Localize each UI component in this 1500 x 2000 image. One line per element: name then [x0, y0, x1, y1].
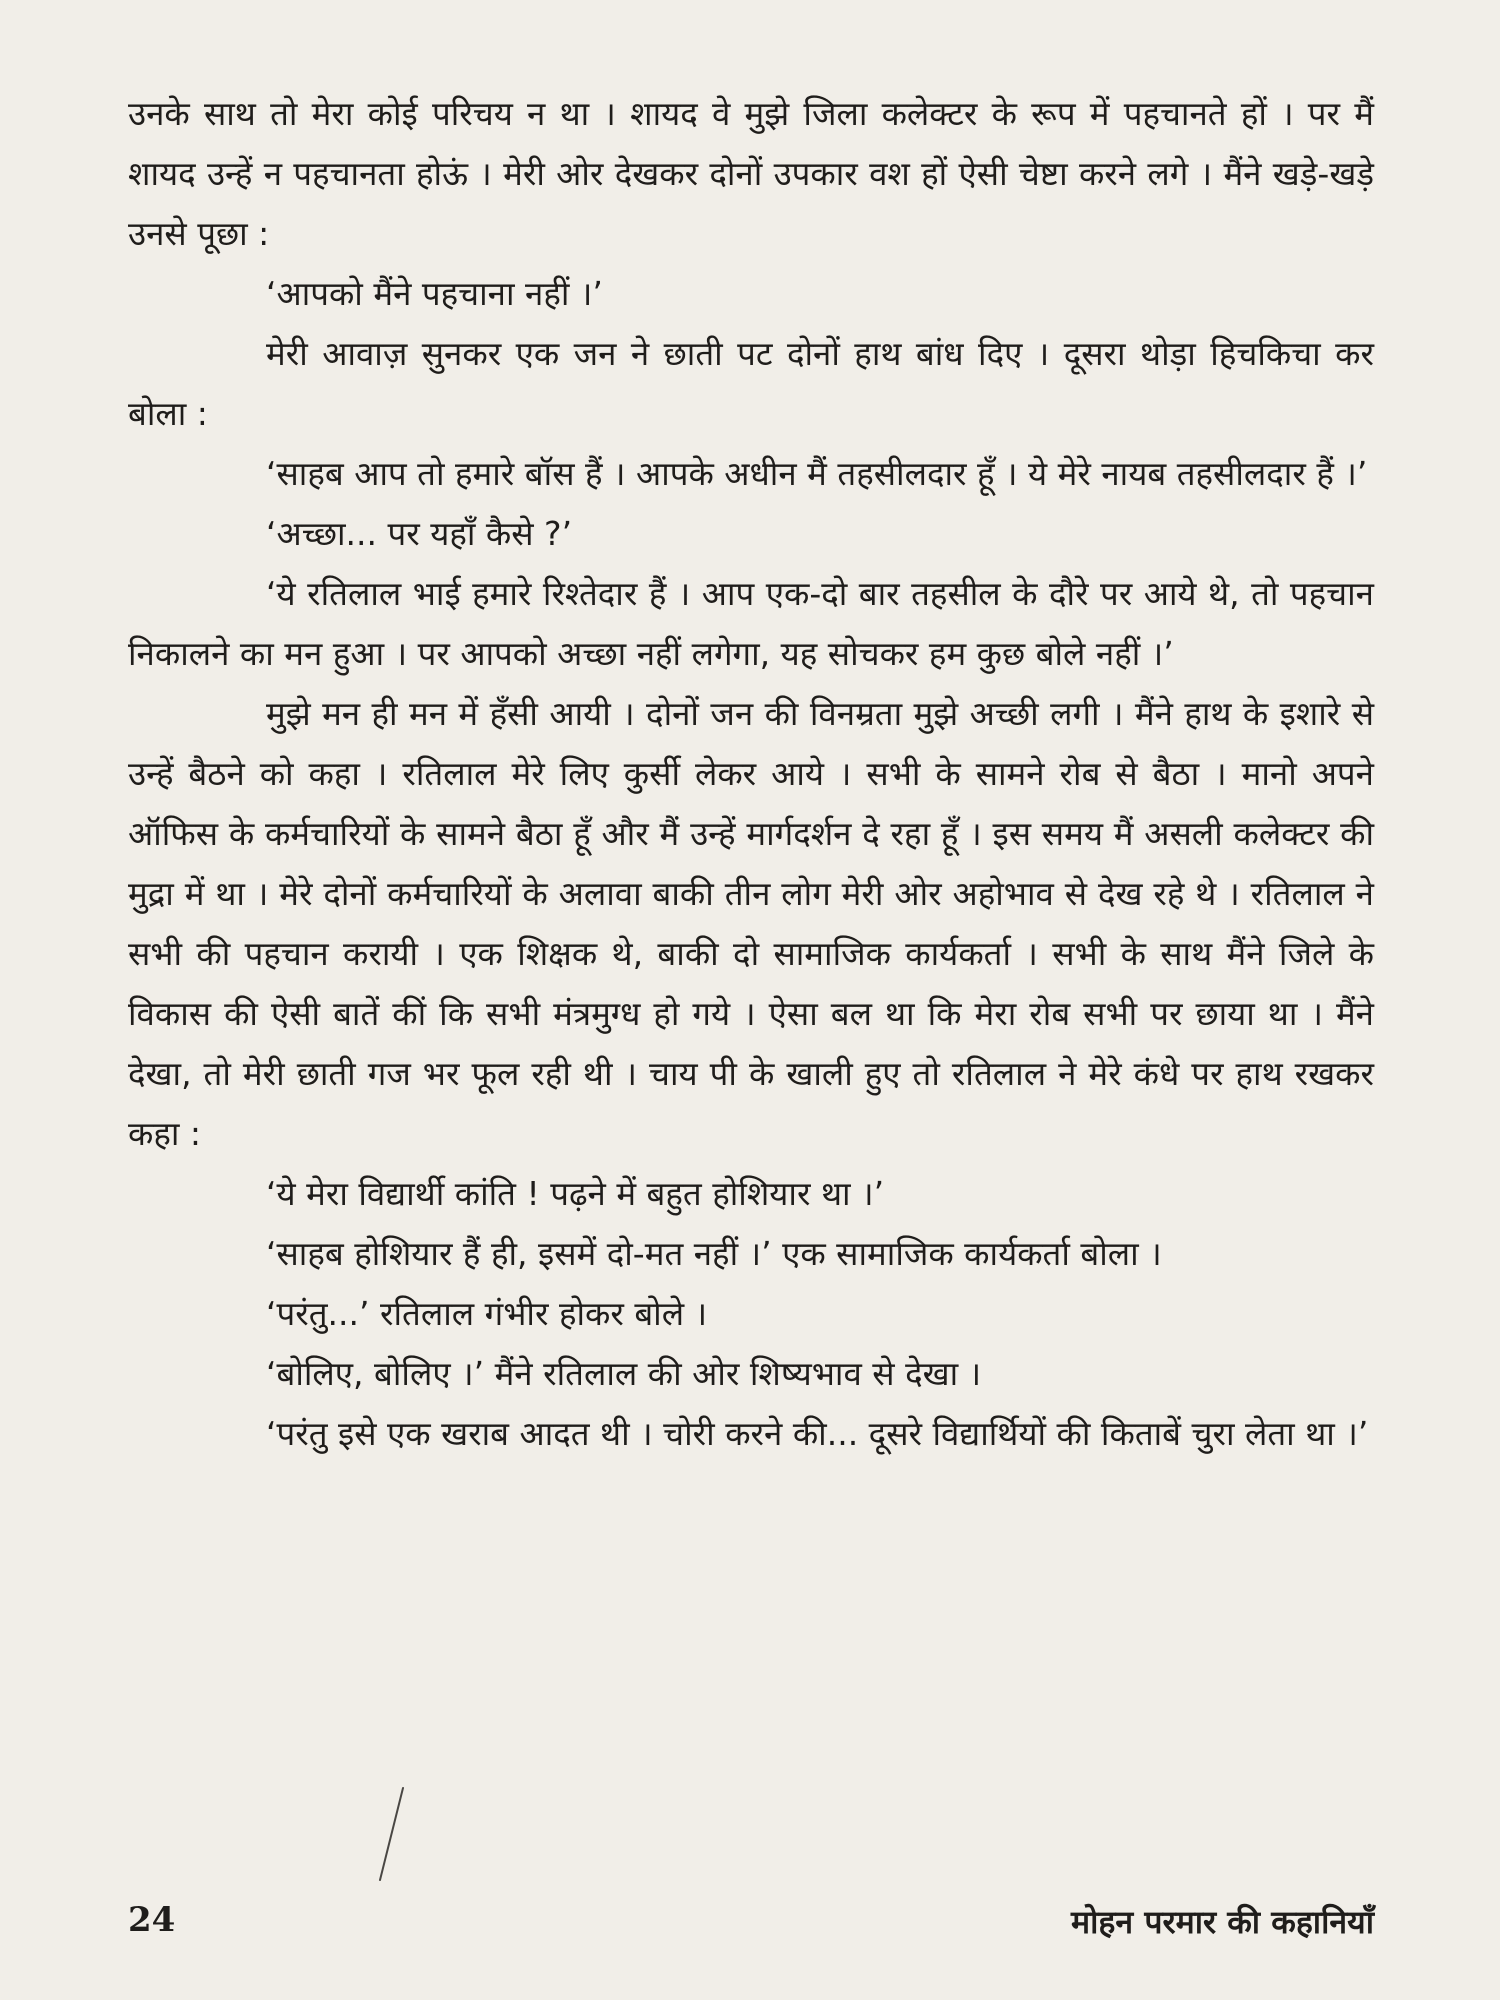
- paragraph-10: ‘परंतु...’ रतिलाल गंभीर होकर बोले ।: [266, 1294, 708, 1333]
- paragraph-1: उनके साथ तो मेरा कोई परिचय न था । शायद वे मुझे जिला कलेक्टर के रूप में पहचानते हों । पर मैं शायद उन्हें न पहचानता होऊं । मेरी ओर देखकर दोनों उपकार वश हों ऐसी चेष्टा करने लगे । मैंने खड़े-खड़े उनसे पूछा :: [128, 94, 1374, 253]
- paragraph-4: ‘साहब आप तो हमारे बॉस हैं । आपके अधीन मैं तहसीलदार हूँ । ये मेरे नायब तहसीलदार हैं ।’: [266, 454, 1368, 493]
- paragraph-3: मेरी आवाज़ सुनकर एक जन ने छाती पट दोनों हाथ बांध दिए । दूसरा थोड़ा हिचकिचा कर बोला :: [128, 334, 1374, 433]
- paragraph-7: मुझे मन ही मन में हँसी आयी । दोनों जन की विनम्रता मुझे अच्छी लगी । मैंने हाथ के इशारे से उन्हें बैठने को कहा । रतिलाल मेरे लिए कुर्सी लेकर आये । सभी के सामने रोब से बैठा । मानो अपने ऑफिस के कर्मचारियों के सामने बैठा हूँ और मैं उन्हें मार्गदर्शन दे रहा हूँ । इस समय मैं असली कलेक्टर की मुद्रा में था । मेरे दोनों कर्मचारियों के अलावा बाकी तीन लोग मेरी ओर अहोभाव से देख रहे थे । रतिलाल ने सभी की पहचान करायी । एक शिक्षक थे, बाकी दो सामाजिक कार्यकर्ता । सभी के साथ मैंने जिले के विकास की ऐसी बातें कीं कि सभी मंत्रमुग्ध हो गये । ऐसा बल था कि मेरा रोब सभी पर छाया था । मैंने देखा, तो मेरी छाती गज भर फूल रही थी । चाय पी के खाली हुए तो रतिलाल ने मेरे कंधे पर हाथ रखकर कहा :: [128, 694, 1374, 1153]
- paragraph-5: ‘अच्छा... पर यहाँ कैसे ?’: [266, 514, 573, 553]
- paragraph-8: ‘ये मेरा विद्यार्थी कांति ! पढ़ने में बहुत होशियार था ।’: [266, 1174, 885, 1213]
- body-text: [128, 84, 1374, 1464]
- book-title: मोहन परमार की कहानियाँ: [1071, 1903, 1374, 1941]
- paragraph-11: ‘बोलिए, बोलिए ।’ मैंने रतिलाल की ओर शिष्यभाव से देखा ।: [266, 1354, 982, 1393]
- paragraph-2: ‘आपको मैंने पहचाना नहीं ।’: [266, 274, 603, 313]
- page-number: 24: [128, 1900, 176, 1940]
- paragraph-6: ‘ये रतिलाल भाई हमारे रिश्तेदार हैं । आप एक-दो बार तहसील के दौरे पर आये थे, तो पहचान निकालने का मन हुआ । पर आपको अच्छा नहीं लगेगा, यह सोचकर हम कुछ बोले नहीं ।’: [128, 574, 1374, 673]
- paragraph-12: ‘परंतु इसे एक खराब आदत थी । चोरी करने की... दूसरे विद्यार्थियों की किताबें चुरा लेता था ।’: [266, 1414, 1369, 1453]
- page-footer: [128, 1900, 1374, 1950]
- paragraph-9: ‘साहब होशियार हैं ही, इसमें दो-मत नहीं ।’ एक सामाजिक कार्यकर्ता बोला ।: [266, 1234, 1162, 1273]
